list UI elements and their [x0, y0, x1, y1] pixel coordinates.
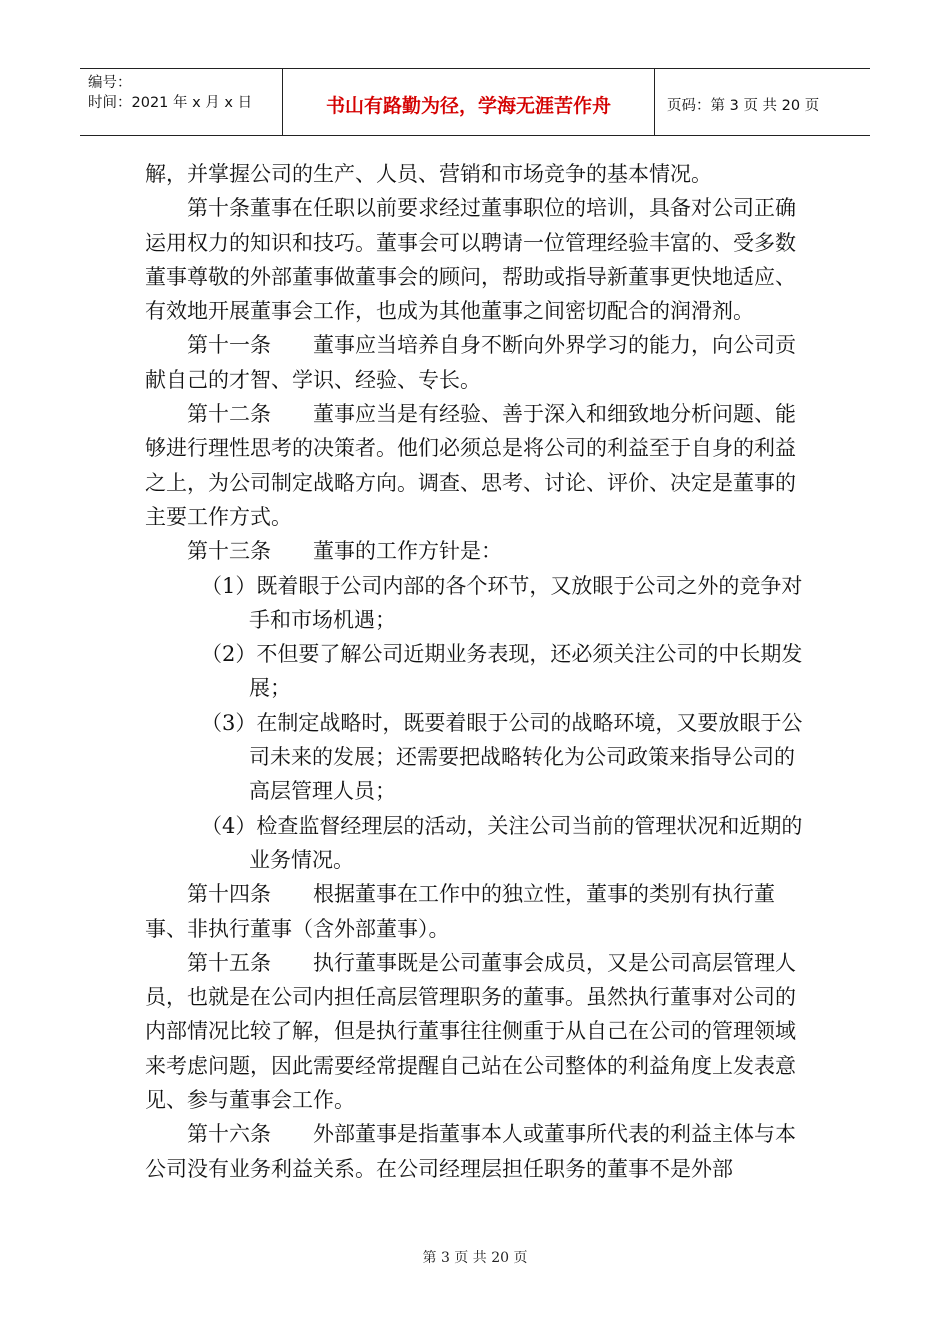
date-label: 时间：2021 年 x 月 x 日: [88, 95, 253, 111]
number-label: 编号：: [88, 75, 132, 91]
list-item-4: （4）检查监督经理层的活动，关注公司当前的管理状况和近期的业务情况。: [201, 813, 803, 872]
article-10: 第十条董事在任职以前要求经过董事职位的培训，具备对公司正确运用权力的知识和技巧。董事会可以聘请一位管理经验丰富的、受多数董事尊敬的外部董事做董事会的顾问，帮助或指导新董事更快地适应、有效地开展董事会工作，也成为其他董事之间密切配合的润滑剂。: [145, 196, 796, 324]
list-item-2: （2）不但要了解公司近期业务表现，还必须关注公司的中长期发展；: [201, 642, 803, 701]
article-12: 第十二条 董事应当是有经验、善于深入和细致地分析问题、能够进行理性思考的决策者。他们必须总是将公司的利益至于自身的利益之上，为公司制定战略方向。调查、思考、讨论、评价、决定是董事的主要工作方式。: [145, 402, 796, 529]
article-15: 第十五条 执行董事既是公司董事会成员，又是公司高层管理人员，也就是在公司内担任高层管理职务的董事。虽然执行董事对公司的内部情况比较了解，但是执行董事往往侧重于从自己在公司的管理领域来考虑问题，因此需要经常提醒自己站在公司整体的利益角度上发表意见、参与董事会工作。: [145, 950, 796, 1113]
list-item-1: （1）既着眼于公司内部的各个环节，又放眼于公司之外的竞争对手和市场机遇；: [201, 573, 803, 632]
article-16: 第十六条 外部董事是指董事本人或董事所代表的利益主体与本公司没有业务利益关系。在公司经理层担任职务的董事不是外部: [145, 1122, 796, 1181]
page-footer: 第 3 页 共 20 页: [422, 1250, 528, 1266]
list-item-3: （3）在制定战略时，既要着眼于公司的战略环境，又要放眼于公司未来的发展；还需要把战略转化为公司政策来指导公司的高层管理人员；: [201, 710, 803, 804]
article-11: 第十一条 董事应当培养自身不断向外界学习的能力，向公司贡献自己的才智、学识、经验、专长。: [145, 333, 796, 392]
header-page-info: 页码：第 3 页 共 20 页: [667, 97, 820, 114]
page-header: [80, 68, 870, 136]
paragraph-continuation: 解，并掌握公司的生产、人员、营销和市场竞争的基本情况。: [145, 162, 712, 186]
header-motto: 书山有路勤为径，学海无涯苦作舟: [283, 69, 655, 135]
article-14: 第十四条 根据董事在工作中的独立性，董事的类别有执行董事、非执行董事（含外部董事）。: [145, 882, 775, 941]
header-meta: [80, 69, 283, 135]
document-body: [145, 157, 810, 1186]
article-13: 第十三条 董事的工作方针是：: [187, 539, 502, 564]
